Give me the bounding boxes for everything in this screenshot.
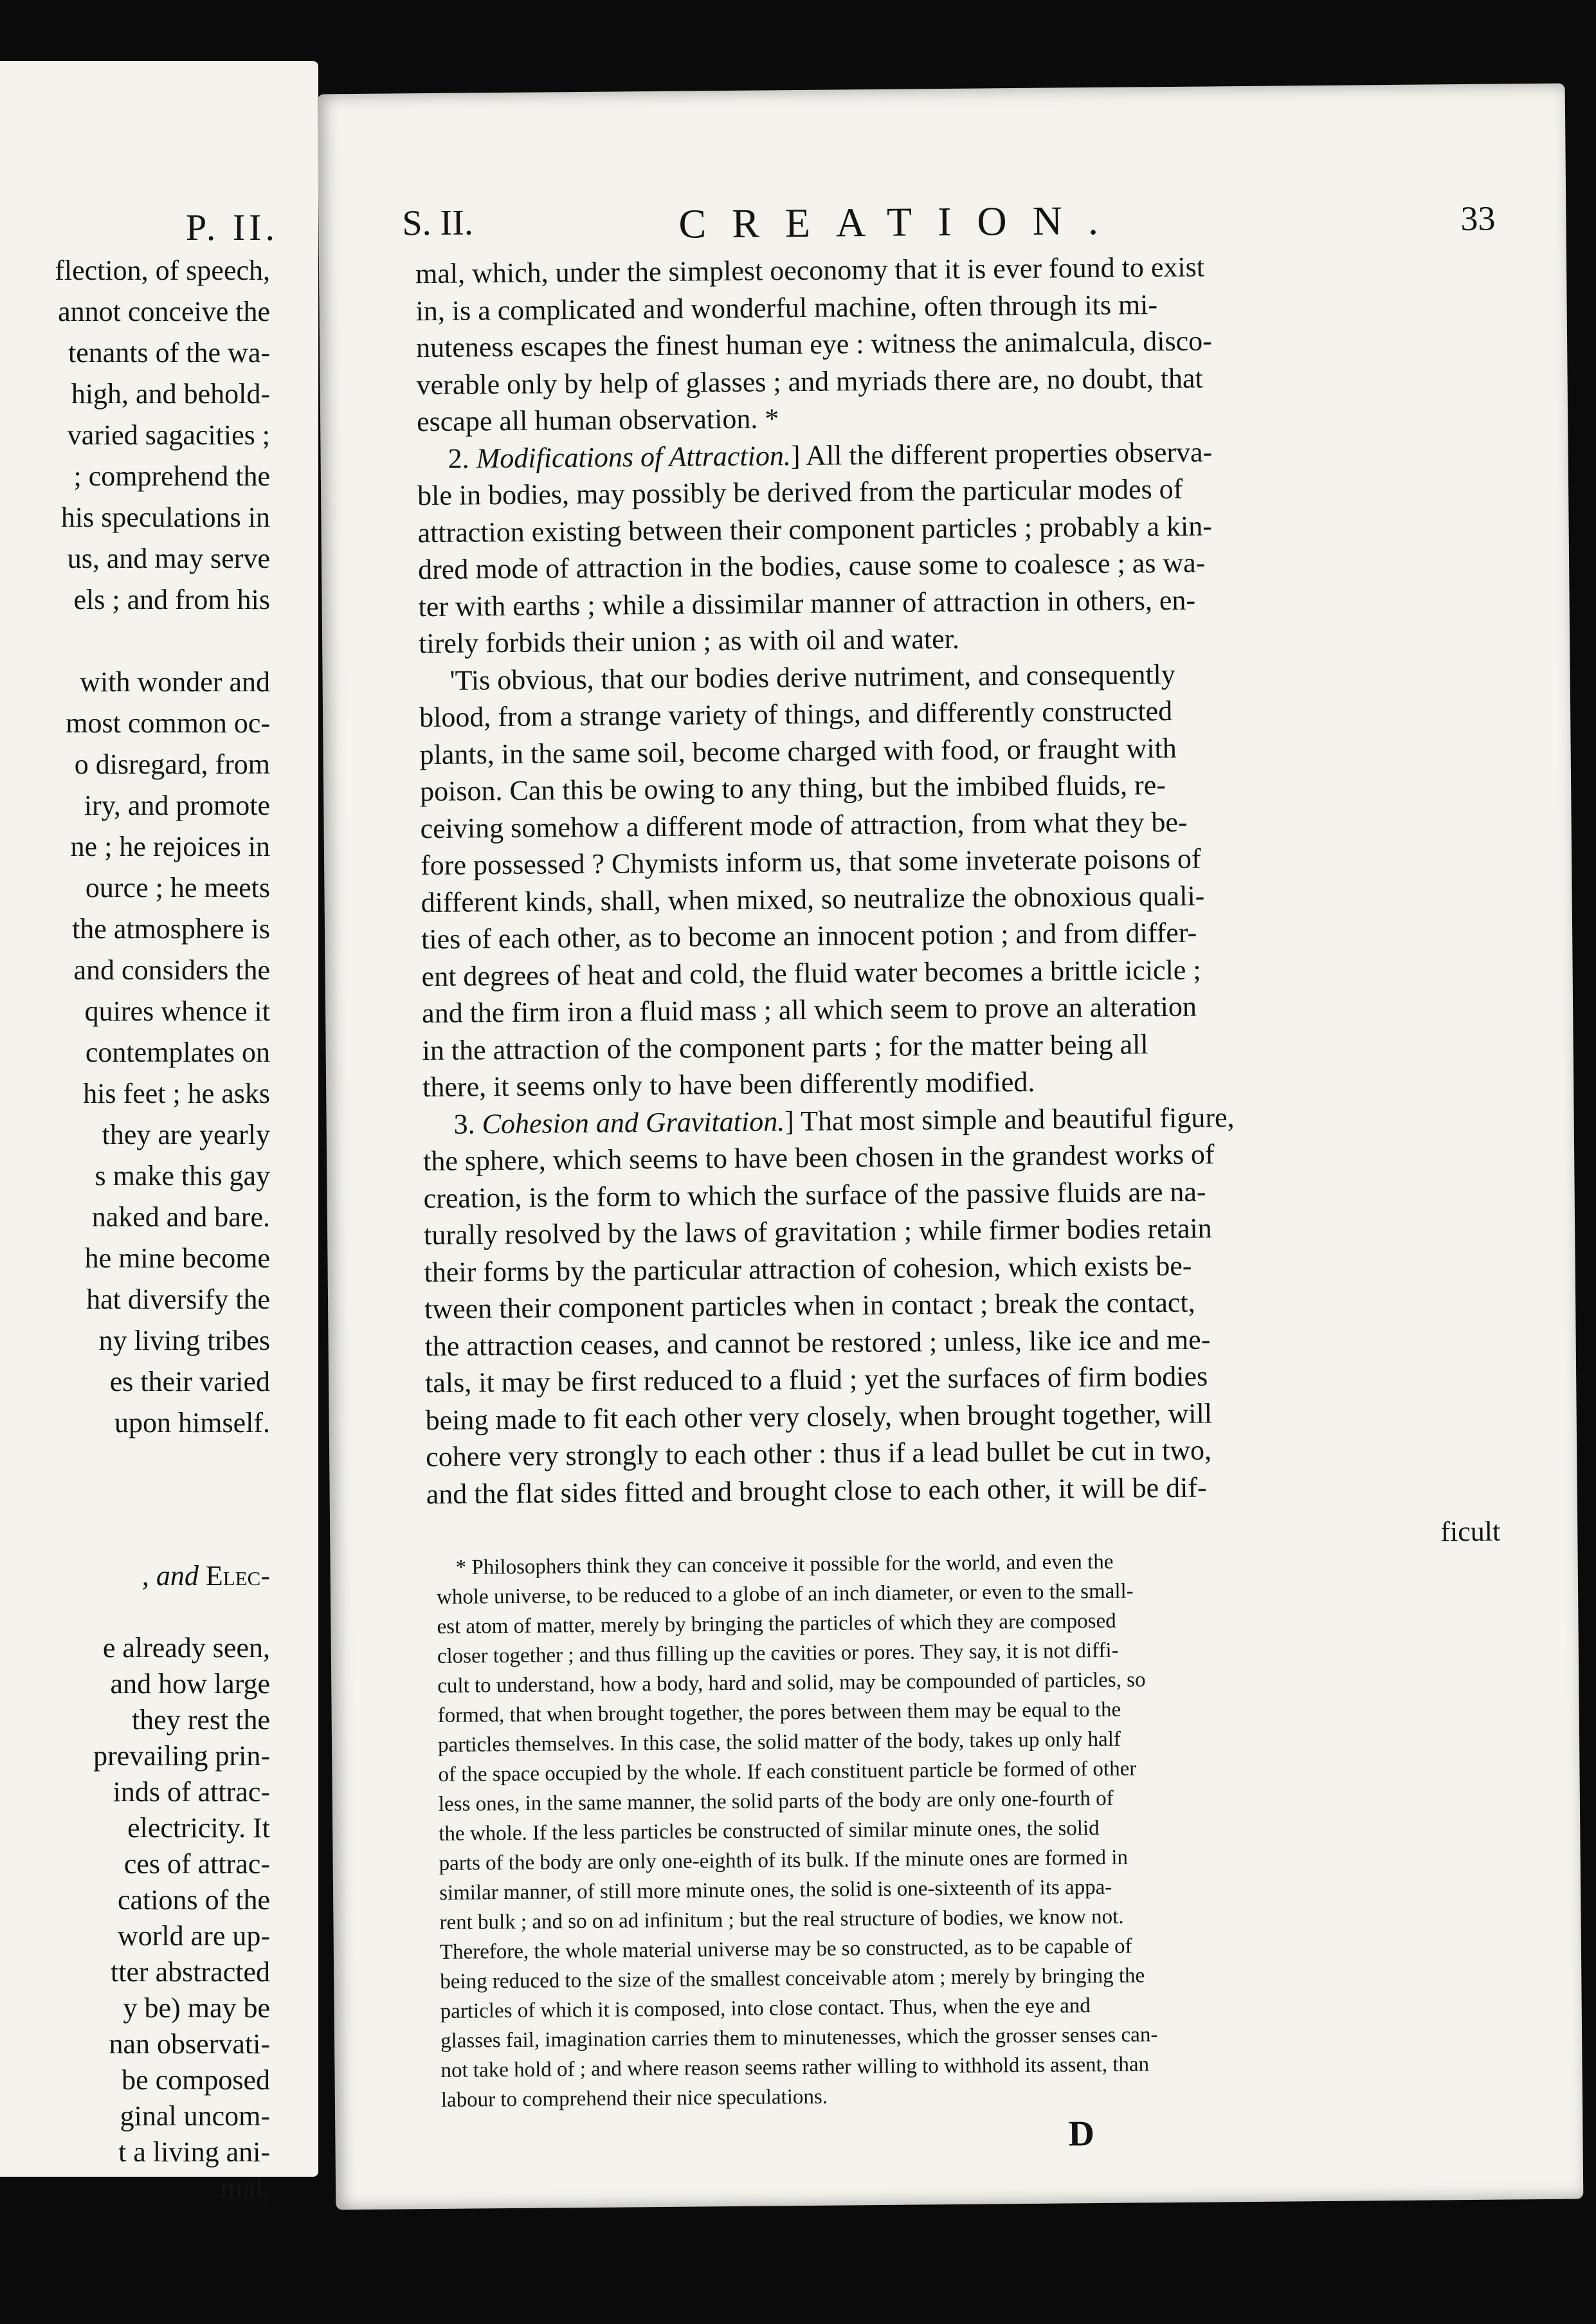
- left-text-line: tter abstracted: [111, 1956, 270, 1988]
- body-text-line: 2. Modifications of Attraction.] All the different properties observa-: [448, 435, 1213, 475]
- left-text-line: varied sagacities ;: [67, 419, 270, 451]
- left-text-line: be composed: [122, 2064, 270, 2096]
- body-text-line: the sphere, which seems to have been chosen in the grandest works of: [422, 1138, 1215, 1177]
- left-text-line: y be) may be: [123, 1992, 270, 2024]
- left-text-line: tenants of the wa-: [68, 337, 270, 368]
- right-page: [318, 84, 1584, 2210]
- left-text-line: o disregard, from: [74, 749, 270, 780]
- body-text-line: tals, it may be first reduced to a fluid ; yet the surfaces of firm bodies: [424, 1360, 1208, 1399]
- left-text-line: they are yearly: [102, 1119, 270, 1150]
- footnote-line: glasses fail, imagination carries them to minutenesses, which the grosser senses can-: [440, 2023, 1158, 2053]
- body-text-line: in the attraction of the component parts ; for the matter being all: [422, 1028, 1148, 1066]
- left-text-line: nan observati-: [109, 2028, 270, 2060]
- left-text-line: s make this gay: [95, 1160, 270, 1192]
- running-title: CREATION.: [678, 197, 1125, 247]
- body-text-line: ceiving somehow a different mode of attraction, from what they be-: [420, 806, 1188, 844]
- footnote-line: not take hold of ; and where reason seems rather willing to withhold its assent, than: [440, 2053, 1150, 2082]
- signature-mark: D: [1068, 2114, 1095, 2154]
- body-text-line: ble in bodies, may possibly be derived from the particular modes of: [417, 473, 1183, 512]
- left-text-line: hat diversify the: [86, 1284, 270, 1315]
- body-text-line: the attraction ceases, and cannot be restored ; unless, like ice and me-: [424, 1323, 1211, 1362]
- footnote-line: closer together ; and thus filling up the cavities or pores. They say, it is not diffi-: [437, 1639, 1119, 1668]
- left-text-line: cations of the: [117, 1884, 270, 1916]
- left-text-line: ne ; he rejoices in: [70, 831, 270, 862]
- running-header: [402, 194, 1496, 255]
- body-text-line: there, it seems only to have been differently modified.: [422, 1066, 1035, 1103]
- left-text-line: contemplates on: [85, 1037, 270, 1068]
- left-text-line: ource ; he meets: [85, 872, 270, 903]
- body-text-line: ent degrees of heat and cold, the fluid water becomes a brittle icicle ;: [421, 954, 1201, 992]
- footnote-line: formed, that when brought together, the pores between them may be equal to the: [437, 1698, 1121, 1727]
- left-text-line: e already seen,: [102, 1632, 270, 1664]
- left-text-line: prevailing prin-: [93, 1740, 270, 1772]
- body-text-line: attraction existing between their component particles ; probably a kin-: [417, 509, 1213, 549]
- body-text-line: mal, which, under the simplest oeconomy that it is ever found to exist: [415, 251, 1205, 290]
- body-text-line: in, is a complicated and wonderful machine, often through its mi-: [415, 288, 1158, 327]
- body-text-line: their forms by the particular attraction of cohesion, which exists be-: [424, 1249, 1192, 1288]
- footnote-line: rent bulk ; and so on ad infinitum ; but the real structure of bodies, we know not.: [439, 1905, 1124, 1934]
- body-text-line: and the flat sides fitted and brought close to each other, it will be dif-: [426, 1471, 1207, 1510]
- body-text-line: escape all human observation. *: [416, 403, 779, 438]
- left-text-line: he mine become: [84, 1242, 270, 1274]
- footnote-line: being reduced to the size of the smallest conceivable atom ; merely by bringing the: [440, 1964, 1145, 1993]
- body-text-line: being made to fit each other very closely, when brought together, will: [425, 1397, 1213, 1436]
- footnote-line: whole universe, to be reduced to a globe of an inch diameter, or even to the small-: [436, 1579, 1134, 1609]
- body-text-line: nuteness escapes the finest human eye : witness the animalcula, disco-: [415, 325, 1213, 364]
- body-text-line: ter with earths ; while a dissimilar manner of attraction in others, en-: [418, 584, 1196, 622]
- page-number: 33: [1460, 199, 1496, 239]
- body-text-line: blood, from a strange variety of things, and differently constructed: [419, 694, 1173, 734]
- left-text-line: flection, of speech,: [55, 255, 270, 286]
- left-text-line: the atmosphere is: [72, 913, 270, 945]
- body-text-line: tween their component particles when in contact ; break the contact,: [424, 1286, 1195, 1325]
- body-text-line: fore possessed ? Chymists inform us, that some inveterate poisons of: [420, 842, 1201, 882]
- left-text-line: us, and may serve: [67, 543, 270, 574]
- left-text-line: t a living ani-: [118, 2136, 270, 2168]
- left-text-line: els ; and from his: [73, 584, 270, 615]
- footnote-line: parts of the body are only one-eighth of its bulk. If the minute ones are formed in: [439, 1846, 1129, 1875]
- left-page-header: [186, 206, 278, 249]
- left-text-line: mal,: [221, 2172, 270, 2204]
- footnote-line: Therefore, the whole material universe may be so constructed, as to be capable of: [439, 1934, 1132, 1964]
- footnote-line: cult to understand, how a body, hard and solid, may be compounded of particles, so: [437, 1668, 1146, 1698]
- footnote-line: of the space occupied by the whole. If each constituent particle be formed of other: [438, 1757, 1137, 1786]
- body-text-line: ties of each other, as to become an innocent potion ; and from differ-: [421, 916, 1197, 956]
- left-text-line: quires whence it: [84, 995, 270, 1027]
- footnote-line: est atom of matter, merely by bringing the particles of which they are composed: [437, 1609, 1116, 1639]
- left-text-line: most common oc-: [66, 707, 270, 739]
- left-text-line: naked and bare.: [91, 1201, 270, 1233]
- body-text-line: turally resolved by the laws of gravitation ; while firmer bodies retain: [423, 1212, 1212, 1251]
- catchword: ficult: [1440, 1515, 1501, 1548]
- footnote-line: less ones, in the same manner, the solid parts of the body are only one-fourth of: [438, 1786, 1114, 1816]
- left-text-line: and how large: [110, 1668, 270, 1700]
- left-text-line: with wonder and: [80, 666, 270, 698]
- left-text-line: es their varied: [109, 1366, 270, 1397]
- body-text-line: and the firm iron a fluid mass ; all which seem to prove an alteration: [421, 990, 1197, 1030]
- body-text-line: cohere very strongly to each other : thus if a lead bullet be cut in two,: [425, 1434, 1212, 1473]
- body-text-line: creation, is the form to which the surface of the passive fluids are na-: [423, 1176, 1206, 1214]
- footnote-line: similar manner, of still more minute ones, the solid is one-sixteenth of its appa-: [439, 1875, 1112, 1905]
- footnote-line: particles of which it is composed, into close contact. Thus, when the eye and: [440, 1994, 1091, 2023]
- left-text-line: ; comprehend the: [73, 460, 270, 492]
- left-text-line: and considers the: [73, 954, 270, 986]
- left-text-line: they rest the: [131, 1704, 270, 1736]
- footnote: [436, 1547, 1504, 2112]
- body-text-line: poison. Can this be owing to any thing, but the imbibed fluids, re-: [419, 769, 1166, 808]
- left-text-line: annot conceive the: [58, 296, 270, 327]
- left-text-line: ny living tribes: [98, 1325, 270, 1356]
- body-text-line: 3. Cohesion and Gravitation.] That most simple and beautiful figure,: [453, 1101, 1235, 1140]
- left-text-line: high, and behold-: [71, 378, 270, 410]
- left-text-line: ginal uncom-: [120, 2100, 270, 2132]
- left-text-line: , and Elec-: [141, 1560, 270, 1592]
- footnote-line: * Philosophers think they can conceive it possible for the world, and even the: [455, 1550, 1114, 1579]
- left-text-line: inds of attrac-: [113, 1776, 270, 1808]
- left-page: [0, 61, 318, 2204]
- left-header-part: P. II.: [186, 206, 278, 248]
- footnote-line: particles themselves. In this case, the solid matter of the body, takes up only half: [437, 1727, 1121, 1757]
- body-text-line: verable only by help of glasses ; and myriads there are, no doubt, that: [416, 362, 1203, 401]
- left-text-line: upon himself.: [114, 1407, 270, 1439]
- left-text-line: iry, and promote: [84, 790, 270, 821]
- footnote-line: labour to comprehend their nice speculations.: [440, 2085, 828, 2112]
- left-text-line: his speculations in: [60, 502, 270, 533]
- left-text-line: ces of attrac-: [123, 1848, 270, 1880]
- section-label: S. II.: [402, 203, 474, 244]
- left-text-line: electricity. It: [127, 1812, 270, 1844]
- body-text-line: 'Tis obvious, that our bodies derive nutriment, and consequently: [449, 658, 1175, 696]
- body-text-line: tirely forbids their union ; as with oil and water.: [418, 622, 960, 660]
- body-text-line: plants, in the same soil, become charged with food, or fraught with: [419, 732, 1177, 770]
- left-text-line: world are up-: [117, 1920, 270, 1952]
- body-text-line: different kinds, shall, when mixed, so neutralize the obnoxious quali-: [421, 880, 1205, 918]
- footnote-line: the whole. If the less particles be constructed of similar minute ones, the solid: [439, 1817, 1100, 1846]
- left-text-line: his feet ; he asks: [83, 1078, 270, 1109]
- body-text-line: dred mode of attraction in the bodies, cause some to coalesce ; as wa-: [417, 547, 1206, 586]
